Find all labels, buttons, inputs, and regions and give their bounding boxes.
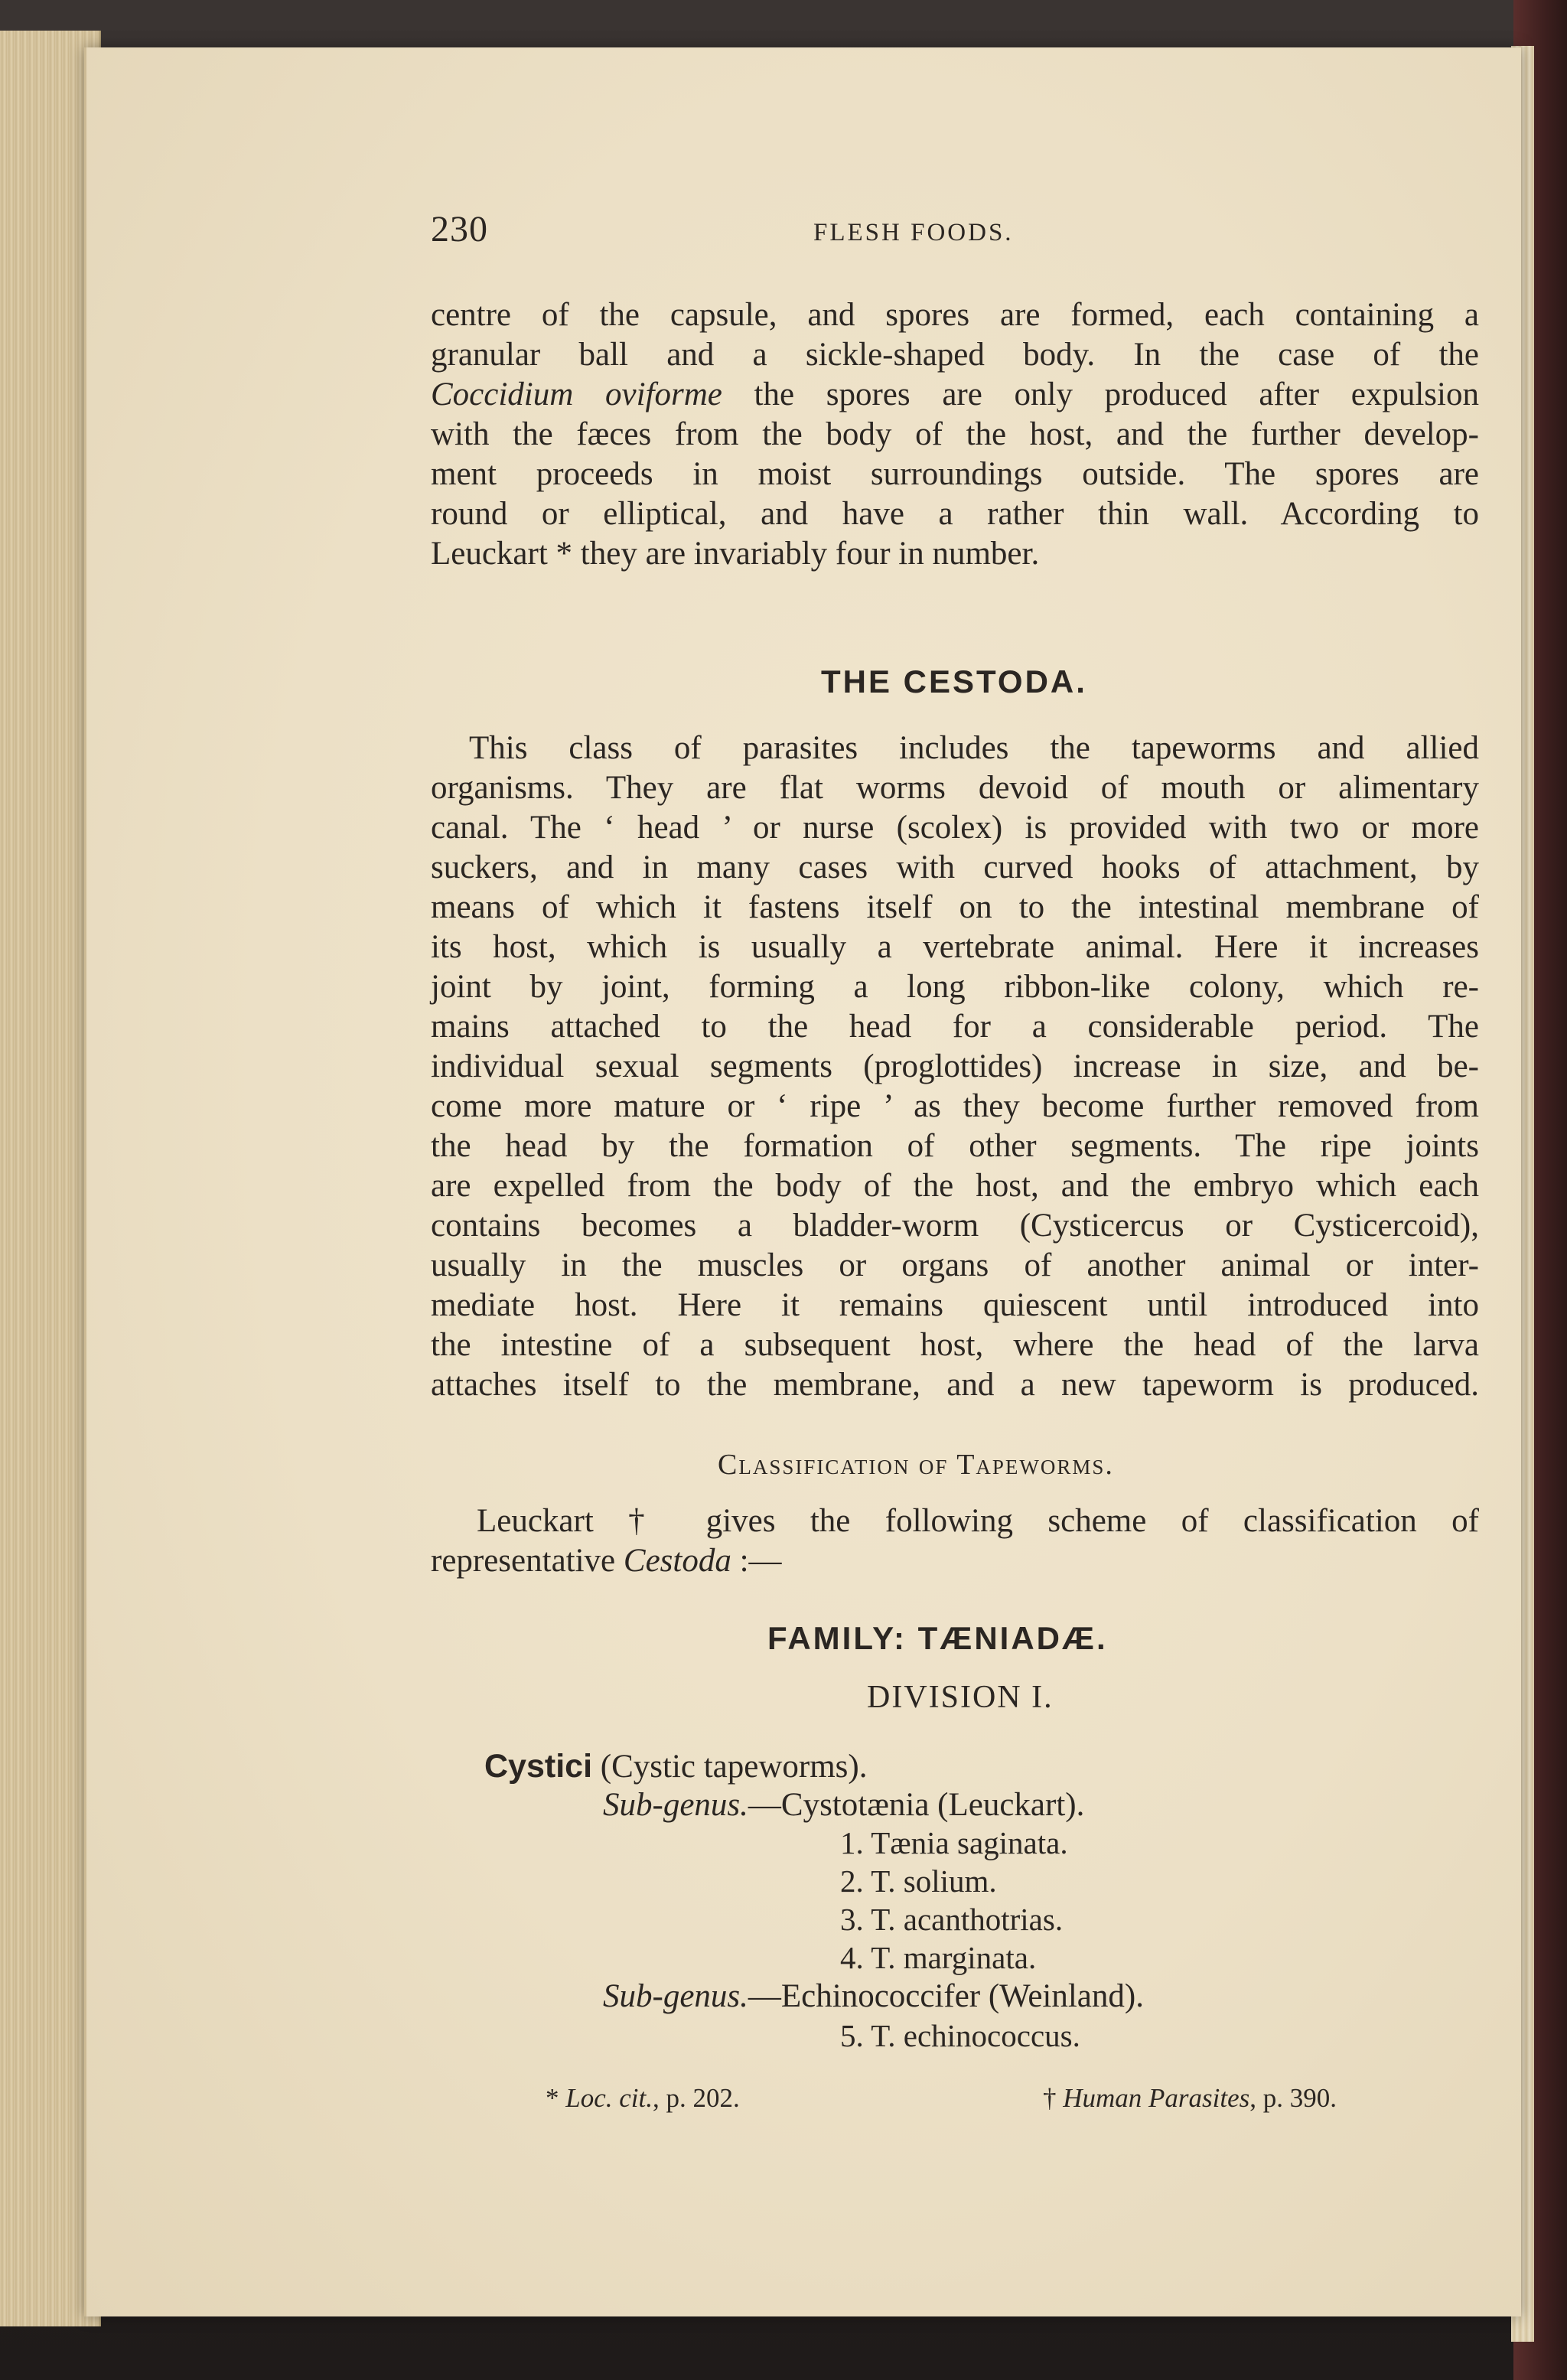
footnote-mark: * xyxy=(546,2083,566,2113)
paragraph-coccidium xyxy=(431,295,1479,574)
division-heading: DIVISION I. xyxy=(867,1680,1054,1715)
italic-term: Coccidium oviforme xyxy=(431,377,722,412)
text-line: the intestine of a subsequent host, where the head of the larva xyxy=(431,1327,1479,1363)
text-span: :— xyxy=(731,1543,782,1579)
italic-term: Cestoda xyxy=(623,1543,731,1579)
family-heading: FAMILY: TÆNIADÆ. xyxy=(767,1620,1108,1656)
footnote-page: , p. 202. xyxy=(652,2083,740,2113)
text-line: individual sexual segments (proglottides) increase in size, and be- xyxy=(431,1048,1479,1084)
footnote-source: Loc. cit. xyxy=(565,2083,653,2113)
page-number: 230 xyxy=(431,209,488,249)
text-line: joint by joint, forming a long ribbon-like colony, which re- xyxy=(431,969,1479,1005)
text-line: means of which it fastens itself on to the intestinal membrane of xyxy=(431,889,1479,925)
cystici-description: (Cystic tapeworms). xyxy=(592,1749,868,1785)
cystici-label: Cystici xyxy=(484,1748,593,1785)
footnote-mark: † xyxy=(1043,2083,1064,2113)
text-line: granular ball and a sickle-shaped body. In the case of the xyxy=(431,337,1479,373)
text-line: suckers, and in many cases with curved hooks of attachment, by xyxy=(431,849,1479,885)
subgenus-label: Sub-genus. xyxy=(603,1978,748,2014)
footnote-right xyxy=(1043,2083,1337,2114)
text-line: canal. The ‘ head ’ or nurse (scolex) is provided with two or more xyxy=(431,810,1479,846)
species-item: 1. Tænia saginata. xyxy=(840,1825,1068,1860)
section-heading-cestoda: THE CESTODA. xyxy=(821,663,1087,699)
paragraph-cestoda xyxy=(431,729,1479,1405)
paragraph-leuckart xyxy=(431,1501,1479,1581)
text-line: ment proceeds in moist surroundings outside. The spores are xyxy=(431,456,1479,492)
text-line: the head by the formation of other segments. The ripe joints xyxy=(431,1128,1479,1164)
text-line: usually in the muscles or organs of another animal or inter- xyxy=(431,1247,1479,1283)
text-span: representative xyxy=(431,1543,624,1579)
footnote-left xyxy=(546,2083,740,2114)
book-page xyxy=(84,47,1521,2316)
text-line: are expelled from the body of the host, and the embryo which each xyxy=(431,1168,1479,1204)
species-item: 4. T. marginata. xyxy=(840,1940,1037,1975)
text-line: attaches itself to the membrane, and a new tapeworm is produced. xyxy=(431,1367,1479,1403)
page-header xyxy=(431,208,1487,262)
species-item: 2. T. solium. xyxy=(840,1863,997,1899)
section-heading-classification: Classification of Tapeworms. xyxy=(718,1449,1114,1481)
text-line xyxy=(431,1541,1479,1581)
text-line: centre of the capsule, and spores are formed, each containing a xyxy=(431,297,1479,333)
text-line: This class of parasites includes the tapeworms and allied xyxy=(469,730,1479,766)
text-line: round or elliptical, and have a rather thin wall. According to xyxy=(431,496,1479,532)
subgenus-entry xyxy=(603,1786,1084,1824)
text-line: mediate host. Here it remains quiescent until introduced into xyxy=(431,1287,1479,1323)
cystici-entry xyxy=(484,1748,867,1785)
text-span: the spores are only produced after expulsion xyxy=(722,377,1479,412)
species-item: 3. T. acanthotrias. xyxy=(840,1902,1064,1937)
subgenus-label: Sub-genus. xyxy=(603,1787,748,1823)
footnote-source: Human Parasites xyxy=(1063,2083,1250,2113)
footnote-page: , p. 390. xyxy=(1249,2083,1337,2113)
running-head: FLESH FOODS. xyxy=(813,219,1014,246)
text-line: Leuckart * they are invariably four in number. xyxy=(431,536,1040,572)
subgenus-name: —Echinococcifer (Weinland). xyxy=(748,1978,1144,2014)
species-item: 5. T. echinococcus. xyxy=(840,2018,1080,2053)
text-line: its host, which is usually a vertebrate animal. Here it increases xyxy=(431,929,1479,965)
text-line: contains becomes a bladder-worm (Cysticercus or Cysticercoid), xyxy=(431,1208,1479,1244)
text-line: organisms. They are flat worms devoid of mouth or alimentary xyxy=(431,770,1479,806)
text-line xyxy=(431,375,1479,415)
text-line: mains attached to the head for a considerable period. The xyxy=(431,1009,1479,1045)
text-line: Leuckart † gives the following scheme of classification of xyxy=(477,1503,1479,1539)
subgenus-entry xyxy=(603,1977,1144,2015)
text-line: with the fæces from the body of the host, and the further develop- xyxy=(431,416,1479,452)
subgenus-name: —Cystotænia (Leuckart). xyxy=(748,1787,1085,1823)
text-line: come more mature or ‘ ripe ’ as they become further removed from xyxy=(431,1088,1479,1124)
